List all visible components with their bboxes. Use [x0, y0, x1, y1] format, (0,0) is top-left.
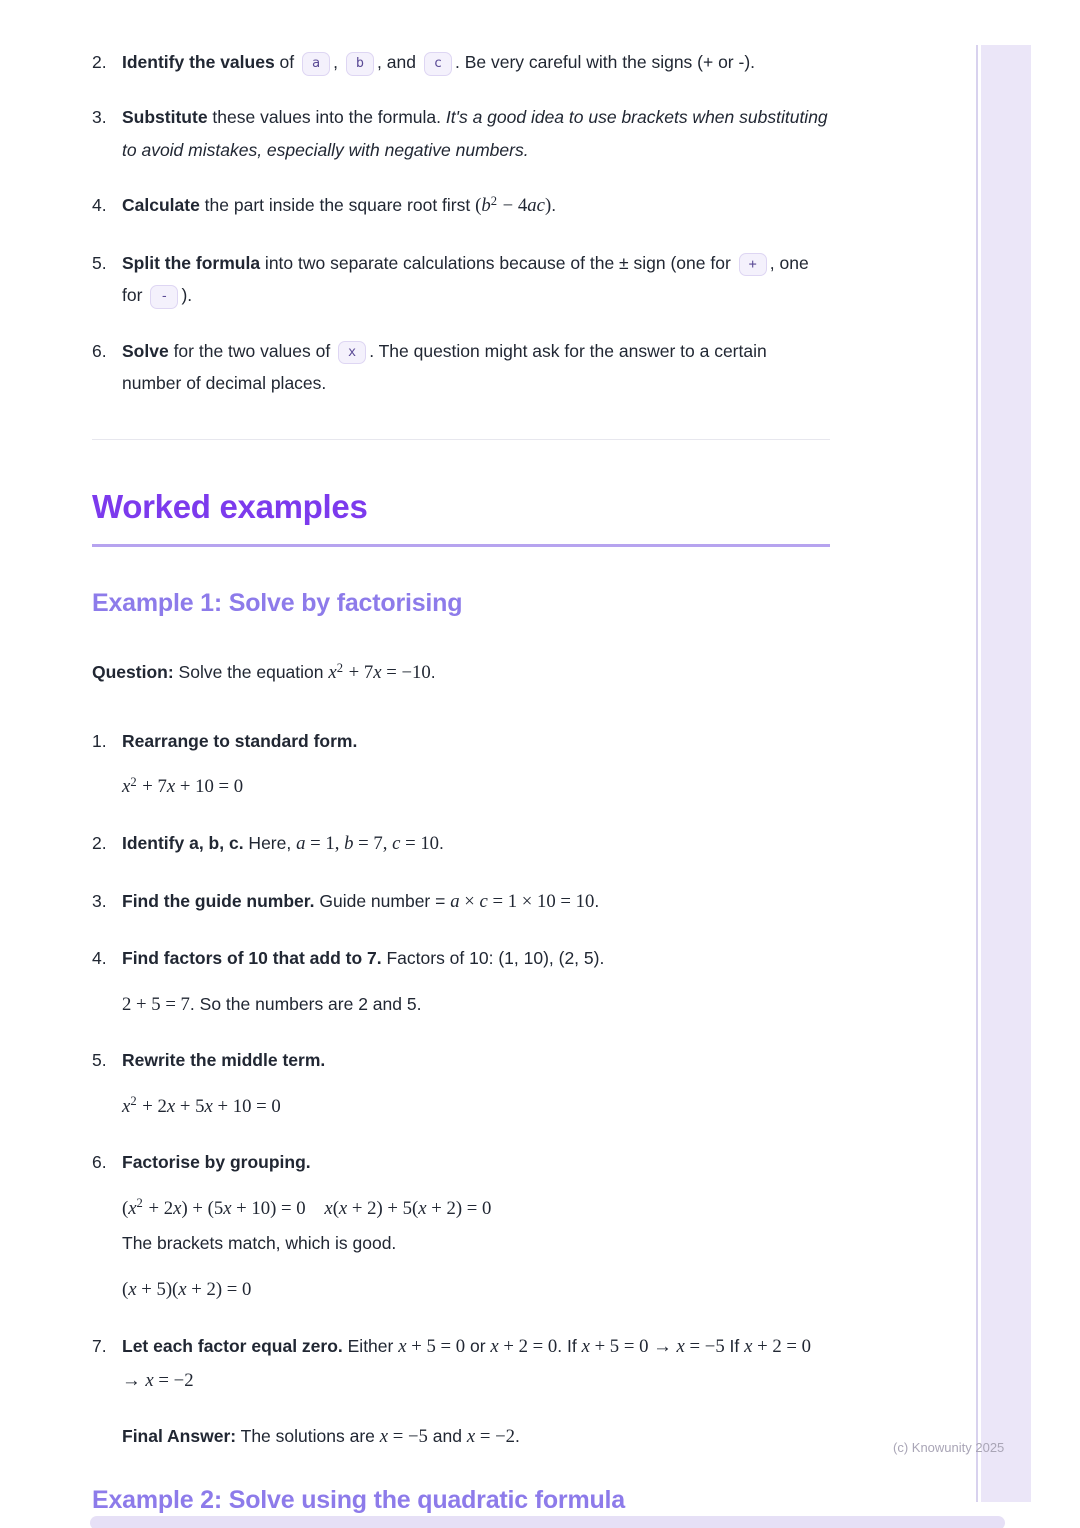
- list-item: [92, 247, 830, 312]
- step-text: Substitute these values into the formula. It's a good idea to use brackets when substituting to avoid mistakes, especially with negative numbers.: [122, 107, 828, 160]
- step-body: [122, 101, 830, 166]
- step-body: [122, 335, 830, 400]
- list-item: [92, 1146, 830, 1306]
- step-number: 4.: [92, 948, 107, 969]
- step-body: [122, 1330, 830, 1455]
- final-answer: Final Answer: The solutions are x = −5 and x = −2.: [122, 1425, 520, 1447]
- step-subtext: 2 + 5 = 7. So the numbers are 2 and 5.: [122, 993, 422, 1015]
- list-item: [92, 885, 830, 920]
- math-expression: (x + 5)(x + 2) = 0: [122, 1278, 252, 1300]
- math-expression: $(x^2 + 2x) + (5x + 10) = 0$ x(x + 2) + 5(x + 2) = 0: [122, 1196, 492, 1219]
- step-number: 1.: [92, 730, 107, 751]
- step-number: 3.: [92, 890, 107, 911]
- step-text: Identify a, b, c. Here, a = 1, b = 7, c = 10.: [122, 832, 444, 854]
- step-text: Rewrite the middle term.: [122, 1050, 326, 1071]
- list-item: [92, 189, 830, 224]
- section-divider: [92, 439, 830, 440]
- step-number: 7.: [92, 1335, 107, 1356]
- step-text: Find factors of 10 that add to 7. Factors of 10: (1, 10), (2, 5).: [122, 948, 605, 969]
- step-number: 2.: [92, 832, 107, 853]
- step-text: Let each factor equal zero. Either x + 5 = 0 or x + 2 = 0. If x + 5 = 0 → x = −5 If x + 2 = 0 → x = −2: [122, 1335, 812, 1392]
- page-content: [92, 46, 830, 1515]
- step-body: [122, 942, 830, 1021]
- quadratic-formula-steps-list: [92, 46, 830, 399]
- list-item: [92, 46, 830, 78]
- step-text: Rearrange to standard form.: [122, 730, 358, 751]
- list-item: [92, 1330, 830, 1455]
- list-item: [92, 335, 830, 400]
- step-body: [122, 725, 830, 804]
- step-text: Calculate the part inside the square root first $(b^2 - 4ac)$.: [122, 193, 557, 217]
- step-number: 4.: [92, 195, 107, 216]
- step-body: [122, 1044, 830, 1123]
- step-body: [122, 885, 830, 920]
- step-number: 3.: [92, 107, 107, 128]
- step-text: Find the guide number. Guide number = a × c = 1 × 10 = 10.: [122, 890, 600, 912]
- step-text: Factorise by grouping.: [122, 1152, 311, 1173]
- step-number: 6.: [92, 1152, 107, 1173]
- example1-steps-list: [92, 725, 830, 1455]
- page-edge-line: [976, 45, 978, 1502]
- list-item: [92, 101, 830, 166]
- step-number: 5.: [92, 252, 107, 273]
- bottom-margin-bar: [90, 1516, 1005, 1528]
- list-item: [92, 1044, 830, 1123]
- step-note: The brackets match, which is good.: [122, 1233, 397, 1254]
- step-body: [122, 189, 830, 224]
- list-item: [92, 827, 830, 862]
- watermark: (c) Knowunity 2025: [893, 1440, 1005, 1455]
- step-text: Split the formula into two separate calculations because of the ± sign (one for + , one for - ).: [122, 247, 830, 312]
- step-body: [122, 1146, 830, 1306]
- section-heading-worked-examples: Worked examples: [92, 488, 830, 547]
- math-expression: $x^2 + 7x + 10 = 0$: [122, 774, 244, 798]
- example1-question: Question: Solve the equation $x^2 + 7x = -10$.: [92, 660, 436, 684]
- step-number: 2.: [92, 52, 107, 72]
- step-number: 6.: [92, 340, 107, 361]
- example1-heading: Example 1: Solve by factorising: [92, 589, 463, 618]
- list-item: [92, 942, 830, 1021]
- step-body: [122, 827, 830, 862]
- step-text: Identify the values of a , b , and c . Be very careful with the signs (+ or -).: [122, 46, 830, 78]
- step-text: Solve for the two values of x . The question might ask for the answer to a certain number of decimal places.: [122, 340, 767, 393]
- step-number: 5.: [92, 1050, 107, 1071]
- right-margin-strip: [981, 45, 1031, 1502]
- math-expression: $x^2 + 2x + 5x + 10 = 0$: [122, 1094, 281, 1117]
- list-item: [92, 725, 830, 804]
- example2-heading: Example 2: Solve using the quadratic formula: [92, 1486, 625, 1515]
- step-body: [122, 46, 830, 78]
- step-body: [122, 247, 830, 312]
